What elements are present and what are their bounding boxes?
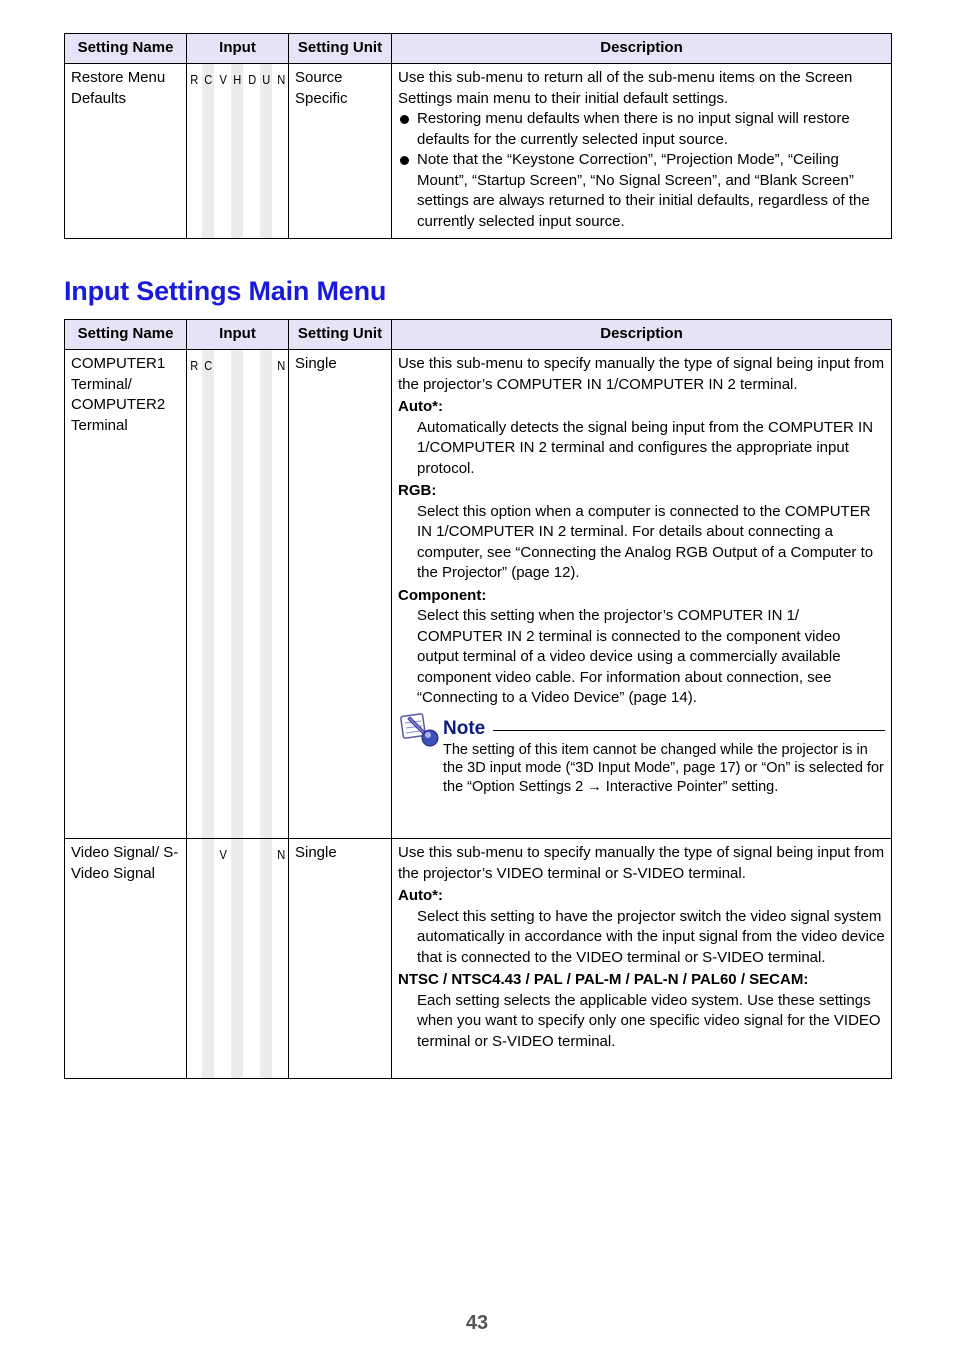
- table-header-row: [65, 34, 892, 64]
- description-intro: Use this sub-menu to specify manually the type of signal being input from the projector’s COMPUTER IN 1/COMPUTER IN 2 terminal.: [398, 355, 885, 393]
- option-label-component: Component:: [398, 586, 487, 604]
- option-text-ntsc: Each setting selects the applicable video system. Use these settings when you want to specify only one specific video signal for the VIDEO terminal or S-VIDEO terminal.: [417, 991, 881, 1050]
- option-label-rgb: RGB:: [398, 482, 437, 499]
- setting-unit-cell: Single: [289, 839, 392, 1079]
- description-cell: [392, 350, 892, 839]
- input-flag: [260, 350, 272, 838]
- header-setting-name: Setting Name: [65, 320, 187, 350]
- header-input: Input: [187, 320, 289, 350]
- input-flag: D: [247, 72, 256, 87]
- note-title: Note: [443, 718, 486, 740]
- restore-menu-table: [64, 33, 892, 239]
- description-cell: [392, 64, 892, 239]
- input-flag: V: [219, 847, 227, 862]
- option-label-ntsc: NTSC / NTSC4.43 / PAL / PAL-M / PAL-N / PAL60 / SECAM:: [398, 971, 809, 988]
- input-flag: H: [231, 64, 243, 238]
- input-flag: [231, 350, 243, 838]
- description-bullet: Restoring menu defaults when there is no input signal will restore defaults for the currently selected input source.: [398, 109, 885, 150]
- input-flag: N: [276, 847, 285, 862]
- option-label-auto: Auto*:: [398, 887, 443, 904]
- setting-name-cell: COMPUTER1 Terminal/ COMPUTER2 Terminal: [65, 350, 187, 839]
- description-intro: Use this sub-menu to specify manually the type of signal being input from the projector’s VIDEO terminal or S-VIDEO terminal.: [398, 844, 885, 882]
- description-bullet: Note that the “Keystone Correction”, “Projection Mode”, “Ceiling Mount”, “Startup Screen”, “No Signal Screen”, and “Blank Screen” settings are always returned to their initial defaults, regardless of the currently selected input source.: [398, 150, 885, 232]
- header-setting-name: Setting Name: [65, 34, 187, 64]
- table-row: [65, 350, 892, 839]
- option-text-auto: Select this setting to have the projector switch the video signal system automatically in accordance with the input signal from the video device that is connected to the VIDEO terminal or S-VIDEO terminal.: [417, 907, 885, 966]
- input-flag: C: [203, 64, 215, 238]
- input-flag: [246, 839, 258, 1078]
- setting-unit-cell: Source Specific: [289, 64, 392, 239]
- setting-name-cell: Restore Menu Defaults: [65, 64, 187, 239]
- input-flag: [246, 350, 258, 838]
- option-label-auto: Auto*:: [398, 398, 443, 415]
- table-row: [65, 64, 892, 239]
- setting-name-cell: Video Signal/ S-Video Signal: [65, 839, 187, 1079]
- description-intro: Use this sub-menu to return all of the sub-menu items on the Screen Settings main menu to their initial default settings.: [398, 69, 853, 107]
- input-flag: R: [190, 358, 199, 373]
- input-flag: N: [276, 72, 285, 87]
- option-text-rgb: Select this option when a computer is connected to the COMPUTER IN 1/COMPUTER IN 2 terminal. For details about connecting a computer, see “Connecting the Analog RGB Output of a Computer to the Projector” (page 12).: [417, 502, 874, 581]
- table-row: [65, 839, 892, 1079]
- input-flag: [188, 839, 200, 1078]
- input-cell: [187, 839, 289, 1079]
- note-box: [398, 719, 885, 797]
- input-cell: [187, 64, 289, 239]
- input-flag: C: [203, 350, 215, 838]
- option-text-auto: Automatically detects the signal being input from the COMPUTER IN 1/COMPUTER IN 2 terminal and configures the appropriate input protocol.: [417, 418, 874, 477]
- note-rule: [493, 730, 885, 731]
- input-flag: [260, 839, 272, 1078]
- note-header: [443, 719, 885, 741]
- input-flag: [217, 350, 229, 838]
- input-flag: V: [219, 72, 227, 87]
- note-pencil-icon: [400, 711, 440, 749]
- option-text-component: Select this setting when the projector’s COMPUTER IN 1/ COMPUTER IN 2 terminal is connected to the component video output terminal of a video device using a commercially available component video cable. For information about connection, see “Connecting to a Video Device” (page 14).: [417, 607, 841, 706]
- header-input: Input: [187, 34, 289, 64]
- header-description: Description: [392, 320, 892, 350]
- note-text: The setting of this item cannot be changed while the projector is in the 3D input mode (“3D Input Mode”, page 17) or “On” is selected for the “Option Settings 2 → Interactive Pointer” setting.: [443, 741, 884, 795]
- input-flag: [203, 839, 215, 1078]
- header-description: Description: [392, 34, 892, 64]
- input-flag: R: [190, 72, 199, 87]
- input-settings-table: [64, 319, 892, 1079]
- input-cell: [187, 350, 289, 839]
- table-header-row: [65, 320, 892, 350]
- setting-unit-cell: Single: [289, 350, 392, 839]
- header-setting-unit: Setting Unit: [289, 320, 392, 350]
- input-flag: [231, 839, 243, 1078]
- description-cell: [392, 839, 892, 1079]
- section-title: Input Settings Main Menu: [64, 276, 387, 306]
- page-number: 43: [465, 1312, 489, 1334]
- header-setting-unit: Setting Unit: [289, 34, 392, 64]
- input-flag: U: [260, 64, 272, 238]
- input-flag: N: [276, 358, 285, 373]
